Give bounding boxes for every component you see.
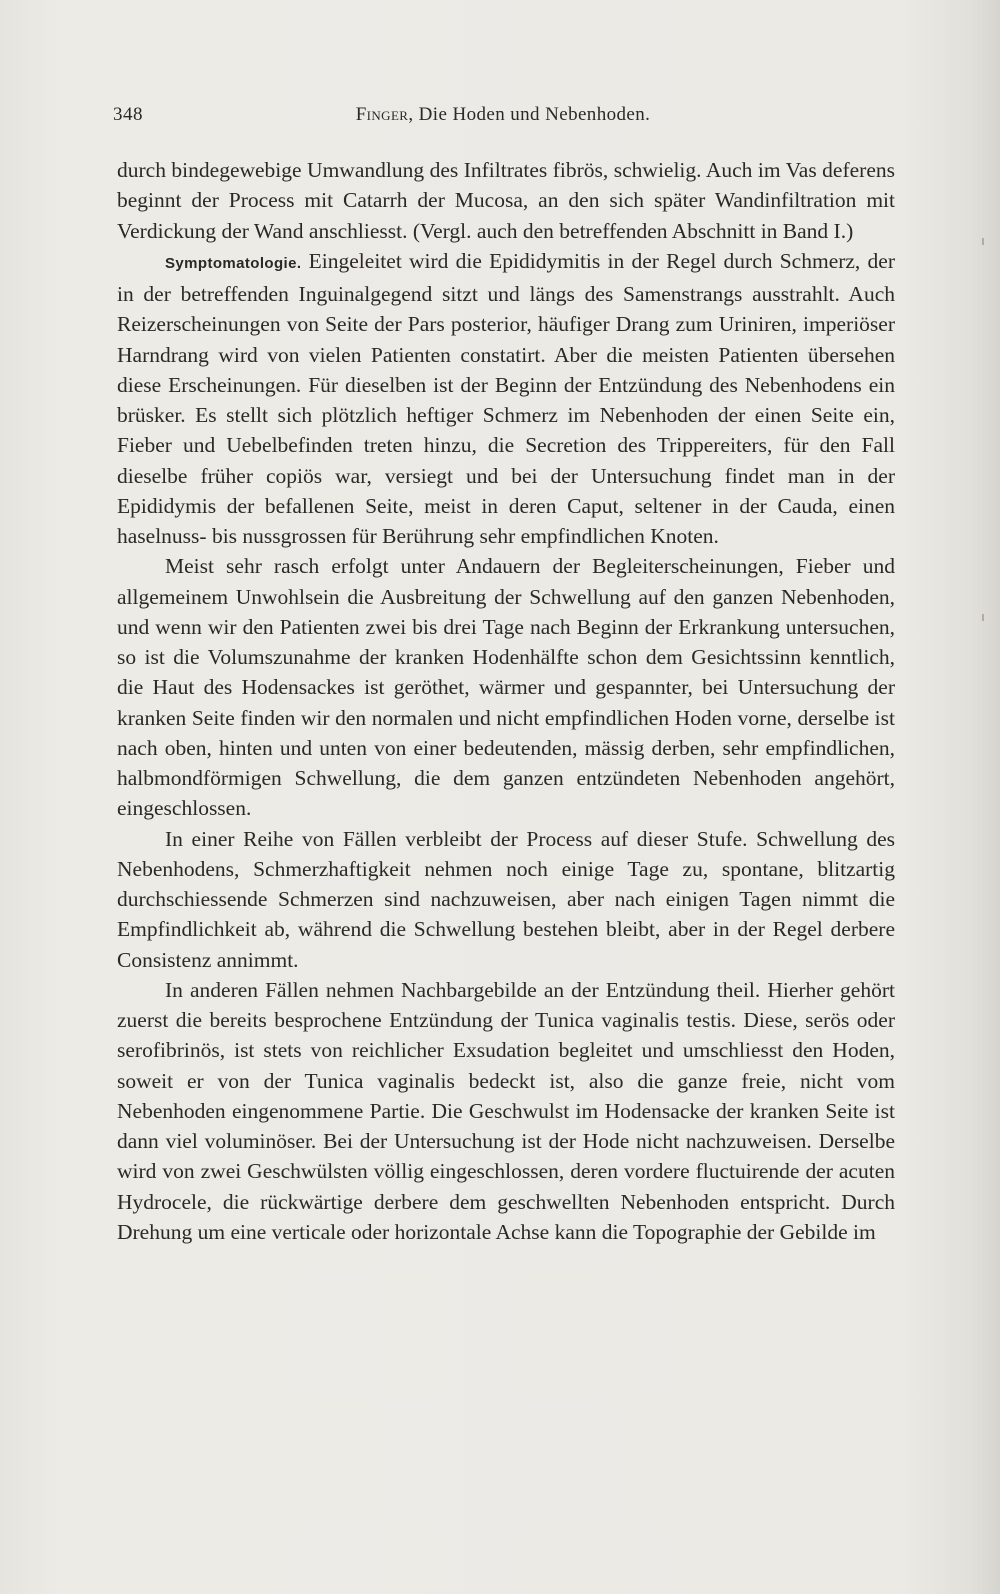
chapter-title: , Die Hoden und Nebenhoden.	[408, 104, 651, 125]
page-edge-mark	[982, 238, 984, 245]
section-heading-symptomatologie: Symptomatologie.	[165, 254, 302, 272]
paragraph-symptomatology	[117, 246, 895, 552]
page-number: 348	[113, 104, 143, 125]
paragraph-symptomatology-text: Eingeleitet wird die Epididymitis in der Regel durch Schmerz, der in der betreffenden Inguinalgegend sitzt und längs des Samenstrangs ausstrahlt. Auch Reizerscheinungen von Seite der Pars posterior, häufiger Drang zum Uriniren, imperiöser Harndrang wird von vielen Patienten constatirt. Aber die meisten Patienten übersehen diese Erscheinungen. Für dieselben ist der Beginn der Entzündung des Nebenhodens ein brüsker. Es stellt sich plötzlich heftiger Schmerz im Nebenhoden der einen Seite ein, Fieber und Uebelbefinden treten hinzu, die Secretion des Trippereiters, für den Fall dieselbe früher copiös war, versiegt und bei der Untersuchung findet man in der Epididymis der befallenen Seite, meist in deren Caput, seltener in der Cauda, einen haselnuss- bis nussgrossen für Berührung sehr empfindlichen Knoten.	[117, 248, 895, 548]
paragraph-1: durch bindegewebige Umwandlung des Infiltrates fibrös, schwielig. Auch im Vas deferens beginnt der Process mit Catarrh der Mucosa, an den sich später Wandinfiltration mit Verdickung der Wand anschliesst. (Vergl. auch den betreffenden Abschnitt in Band I.)	[117, 158, 895, 243]
paragraph-5: In anderen Fällen nehmen Nachbargebilde an der Entzündung theil. Hierher gehört zuerst die bereits besprochene Entzündung der Tunica vaginalis testis. Diese, serös oder serofibrinös, ist stets von reichlicher Exsudation begleitet und umschliesst den Hoden, soweit er von der Tunica vaginalis bedeckt ist, also die ganze freie, nicht vom Nebenhoden eingenommene Partie. Die Geschwulst im Hodensacke der kranken Seite ist dann viel voluminöser. Bei der Untersuchung ist der Hode nicht nachzuweisen. Derselbe wird von zwei Geschwülsten völlig eingeschlossen, deren vordere fluctuirende der acuten Hydrocele, die rückwärtige derbere dem geschwellten Nebenhoden entspricht. Durch Drehung um eine verticale oder horizontale Achse kann die Topographie der Gebilde im	[117, 977, 895, 1244]
paragraph-3: Meist sehr rasch erfolgt unter Andauern der Begleiterscheinungen, Fieber und allgemeinem Unwohlsein die Ausbreitung der Schwellung auf den ganzen Nebenhoden, und wenn wir den Patienten zwei bis drei Tage nach Beginn der Erkrankung untersuchen, so ist die Volumszunahme der kranken Hodenhälfte schon dem Gesichtssinn kenntlich, die Haut des Hodensackes ist geröthet, wärmer und gespannter, bei Untersuchung der kranken Seite finden wir den normalen und nicht empfindlichen Hoden vorne, derselbe ist nach oben, hinten und unten von einer bedeutenden, mässig derben, sehr empfindlichen, halbmondförmigen Schwellung, die dem ganzen entzündeten Nebenhoden angehört, eingeschlossen.	[117, 554, 895, 821]
body-text	[117, 155, 895, 1247]
running-head	[113, 104, 893, 134]
page-edge-mark	[982, 614, 984, 621]
running-title	[113, 104, 893, 126]
paragraph-4: In einer Reihe von Fällen verbleibt der Process auf dieser Stufe. Schwellung des Nebenhodens, Schmerzhaftigkeit nehmen noch einige Tage zu, spontane, blitzartig durchschiessende Schmerzen sind nachzuweisen, aber nach einigen Tagen nimmt die Empfindlichkeit ab, während die Schwellung bestehen bleibt, aber in der Regel derbere Consistenz annimmt.	[117, 826, 895, 972]
author-name: Finger	[355, 104, 409, 125]
